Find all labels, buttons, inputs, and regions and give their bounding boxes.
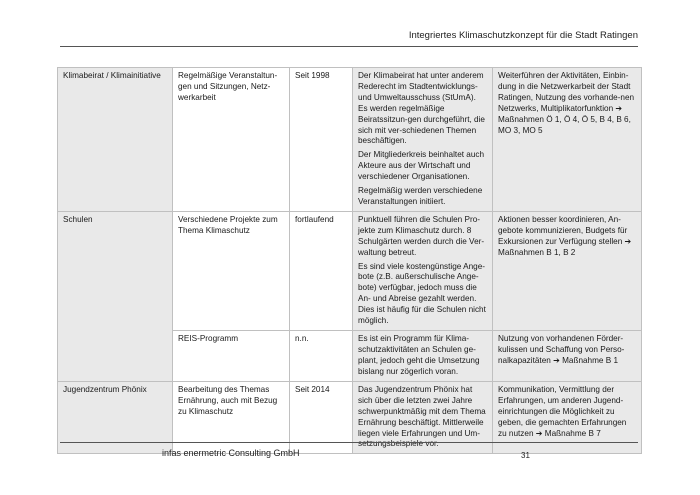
description-paragraph: Der Klimabeirat hat unter anderem Rederecht im Stadtentwicklungs- und Umweltausschuss (StUmA). Es werden regelmäßige Beiratssitzun-gen durchgeführt, die sich mit ver-schiedenen Themen beschäftigen. [358, 71, 485, 146]
page-header: Integriertes Klimaschutzkonzept für die Stadt Ratingen [408, 30, 638, 41]
description-paragraph: Der Mitgliederkreis beinhaltet auch Akteure aus der Wirtschaft und verschiedener Organisationen. [358, 150, 485, 182]
description-paragraph: Regelmäßig werden verschiedene Veranstaltungen initiiert. [358, 186, 483, 206]
page-number: 31 [521, 451, 530, 460]
since-cell: fortlaufend [290, 211, 353, 330]
recommendation-text: Kommunikation, Vermittlung der Erfahrungen, um anderen Jugend-einrichtungen die Möglichkeit zu geben, die gemachten Erfahrungen zu nutzen [498, 384, 627, 438]
since-cell: Seit 1998 [290, 68, 353, 212]
description-cell [353, 211, 493, 330]
actors-table [57, 67, 642, 454]
recommendation-text: Aktionen besser koordinieren, An-gebote kommunizieren, Budgets für Exkursionen zur Verfügung stellen [498, 214, 628, 246]
actor-cell: Schulen [58, 211, 173, 381]
description-paragraph: Punktuell führen die Schulen Pro-jekte zum Klimaschutz durch. 8 Schulgärten werden durch die Ver-waltung betreut. [358, 214, 485, 257]
since-cell: n.n. [290, 330, 353, 381]
description-cell [353, 381, 493, 453]
recommendation-cell [493, 330, 642, 381]
activity-cell: Regelmäßige Veranstaltun-gen und Sitzungen, Netz-werkarbeit [173, 68, 290, 212]
activity-cell: REIS-Programm [173, 330, 290, 381]
footer-company: infas enermetric Consulting GmbH [162, 448, 300, 458]
table-row [58, 68, 642, 212]
header-divider [60, 46, 638, 47]
recommendation-cell [493, 68, 642, 212]
arrow-right-icon: ➔ [624, 236, 632, 246]
since-cell: Seit 2014 [290, 381, 353, 453]
recommendation-cell [493, 381, 642, 453]
recommendation-text: Nutzung von vorhandenen Förder-kulissen und Schaffung von Perso-nalkapazitäten [498, 333, 625, 365]
recommendation-cell [493, 211, 642, 330]
description-cell [353, 68, 493, 212]
measures-text: Maßnahme B 1 [562, 355, 619, 365]
description-paragraph: Es ist ein Programm für Klima-schutzaktivitäten an Schulen ge-plant, jedoch geht die Umsetzung bislang nur zögerlich voran. [358, 333, 480, 376]
arrow-right-icon: ➔ [615, 103, 623, 113]
measures-text: Maßnahmen Ö 1, Ö 4, Ö 5, B 4, B 6, MO 3, MO 5 [498, 114, 631, 135]
arrow-right-icon: ➔ [535, 428, 543, 438]
measures-text: Maßnahmen B 1, B 2 [498, 247, 576, 257]
table-row [58, 211, 642, 330]
recommendation-text: Weiterführen der Aktivitäten, Einbin-dung in die Netzwerkarbeit der Stadt Ratingen, Nutzung des vorhande-nen Netzwerks, Multiplikatorfunktion [498, 71, 635, 113]
arrow-right-icon: ➔ [553, 355, 560, 365]
footer-divider [60, 442, 638, 443]
description-paragraph: Es sind viele kostengünstige Ange-bote (z.B. außerschulische Ange-bote) verfügbar, jedoch muss die An- und Abreise gezahlt werden. Dies ist häufig für die Schulen nicht möglich. [358, 261, 486, 326]
description-paragraph: Das Jugendzentrum Phönix hat sich über die letzten zwei Jahre schwerpunktmäßig mit dem Thema Ernährung beschäftigt. Mittlerweile liegen viele Erfahrungen und Um-setzungsbeispiele vor. [358, 384, 486, 449]
description-cell [353, 330, 493, 381]
activity-cell: Verschiedene Projekte zum Thema Klimaschutz [173, 211, 290, 330]
actor-cell: Klimabeirat / Klimainitiative [58, 68, 173, 212]
table-row [58, 381, 642, 453]
actor-cell: Jugendzentrum Phönix [58, 381, 173, 453]
measures-text: Maßnahme B 7 [544, 428, 601, 438]
activity-cell: Bearbeitung des Themas Ernährung, auch mit Bezug zu Klimaschutz [173, 381, 290, 453]
